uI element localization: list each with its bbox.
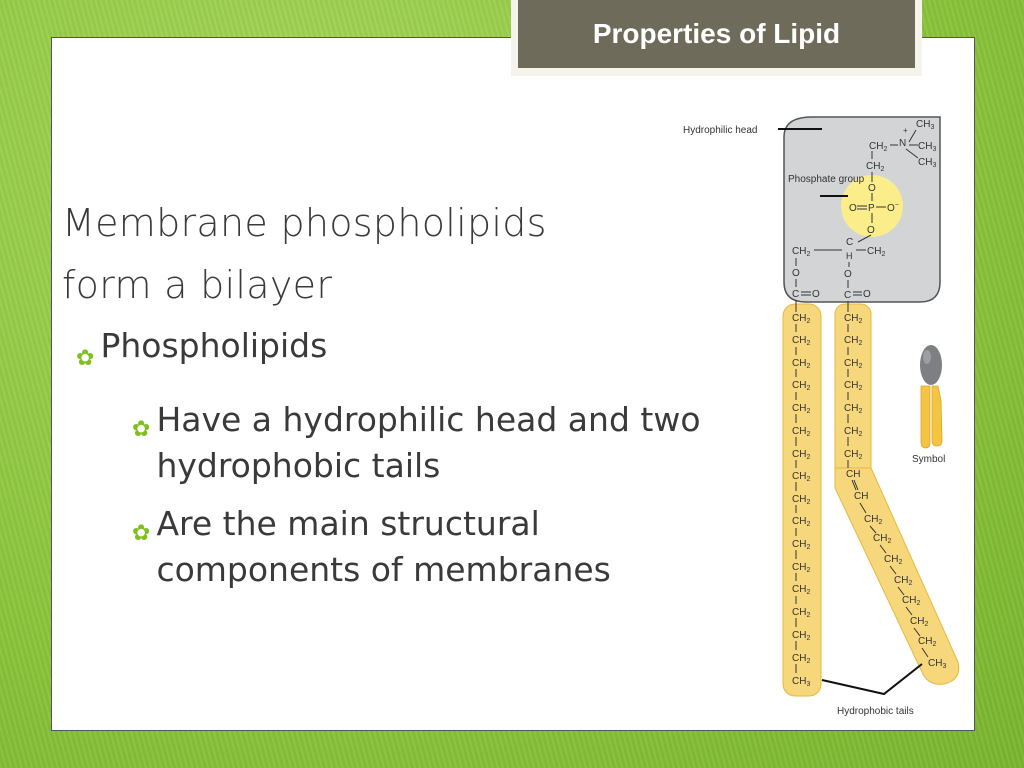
formula-p: P xyxy=(868,203,875,214)
label-hydrophobic-tails: Hydrophobic tails xyxy=(837,706,914,717)
formula-o: O xyxy=(792,268,800,279)
formula-ch2: $CH_2$ xyxy=(792,246,811,258)
svg-text:CH3: $CH_3$ xyxy=(928,658,947,670)
svg-text:CH2: $CH_2$ xyxy=(894,575,913,587)
svg-text:CH2: $CH_2$ xyxy=(792,426,811,438)
formula-ch3: $CH_3$ xyxy=(916,119,935,131)
svg-text:CH2: $CH_2$ xyxy=(884,554,903,566)
svg-text:CH2: $CH_2$ xyxy=(792,494,811,506)
formula-ch2: $CH_2$ xyxy=(866,161,885,173)
svg-text:CH2: $CH_2$ xyxy=(844,449,863,461)
svg-text:CH2: $CH_2$ xyxy=(844,335,863,347)
formula-plus: + xyxy=(903,126,908,135)
formula-o: O xyxy=(844,269,852,280)
svg-text:CH2: $CH_2$ xyxy=(902,595,921,607)
formula-ch3: $CH_3$ xyxy=(918,141,937,153)
svg-text:CH2: $CH_2$ xyxy=(918,636,937,648)
svg-text:CH2: $CH_2$ xyxy=(864,514,883,526)
svg-text:CH2: $CH_2$ xyxy=(844,313,863,325)
svg-text:CH2: $CH_2$ xyxy=(792,403,811,415)
svg-text:CH: CH xyxy=(846,469,861,480)
formula-h: H xyxy=(846,251,853,261)
formula-ch2: $CH_2$ xyxy=(867,246,886,258)
svg-text:CH: CH xyxy=(854,491,869,502)
bullet-icon: ✿ xyxy=(132,417,151,442)
label-phosphate-group-text: Phosphate group xyxy=(788,174,865,185)
sub-bullet-text: Are the main structural components of membranes xyxy=(156,504,611,589)
formula-ch2: $CH_2$ xyxy=(869,141,888,153)
sub-bullet-text: Have a hydrophilic head and two hydrophobic tails xyxy=(156,400,701,485)
formula-ch3: $CH_3$ xyxy=(918,157,937,169)
formula-o-minus: O− xyxy=(887,202,899,214)
svg-text:CH2: $CH_2$ xyxy=(792,380,811,392)
svg-text:CH2: $CH_2$ xyxy=(792,516,811,528)
bullet-icon: ✿ xyxy=(132,521,151,546)
svg-text:CH2: $CH_2$ xyxy=(792,562,811,574)
svg-text:CH2: $CH_2$ xyxy=(792,471,811,483)
svg-text:CH2: $CH_2$ xyxy=(792,313,811,325)
svg-text:CH2: $CH_2$ xyxy=(844,358,863,370)
formula-c: C xyxy=(846,237,854,248)
svg-text:CH2: $CH_2$ xyxy=(792,539,811,551)
bullet-text: Phospholipids xyxy=(100,326,328,365)
bullet-icon: ✿ xyxy=(76,346,95,371)
svg-text:CH2: $CH_2$ xyxy=(910,616,929,628)
svg-text:CH2: $CH_2$ xyxy=(792,607,811,619)
svg-text:CH2: $CH_2$ xyxy=(873,533,892,545)
formula-c: C xyxy=(792,289,800,300)
svg-text:CH2: $CH_2$ xyxy=(792,358,811,370)
phospholipid-symbol-icon xyxy=(920,345,942,448)
svg-text:CH2: $CH_2$ xyxy=(792,653,811,665)
svg-text:CH2: $CH_2$ xyxy=(792,449,811,461)
formula-o: O xyxy=(849,203,857,214)
heading-line-1: Membrane phospholipids xyxy=(62,201,547,245)
svg-text:CH3: $CH_3$ xyxy=(792,676,811,688)
svg-text:CH2: $CH_2$ xyxy=(844,380,863,392)
formula-c: C xyxy=(844,290,852,301)
label-hydrophilic-head: Hydrophilic head xyxy=(683,125,758,136)
formula-o: O xyxy=(867,225,875,236)
formula-o: O xyxy=(812,289,820,300)
formula-o: O xyxy=(868,183,876,194)
svg-text:CH2: $CH_2$ xyxy=(792,335,811,347)
slide-title: Properties of Lipid xyxy=(518,0,915,68)
leader-line-tails xyxy=(822,664,922,694)
svg-text:CH2: $CH_2$ xyxy=(844,426,863,438)
heading-line-2: form a bilayer xyxy=(62,263,333,307)
formula-o: O xyxy=(863,289,871,300)
svg-text:CH2: $CH_2$ xyxy=(844,403,863,415)
label-phosphate-group xyxy=(788,174,865,185)
label-symbol: Symbol xyxy=(912,454,946,465)
svg-text:CH2: $CH_2$ xyxy=(792,584,811,596)
formula-n: N xyxy=(899,138,907,149)
svg-text:CH2: $CH_2$ xyxy=(792,630,811,642)
